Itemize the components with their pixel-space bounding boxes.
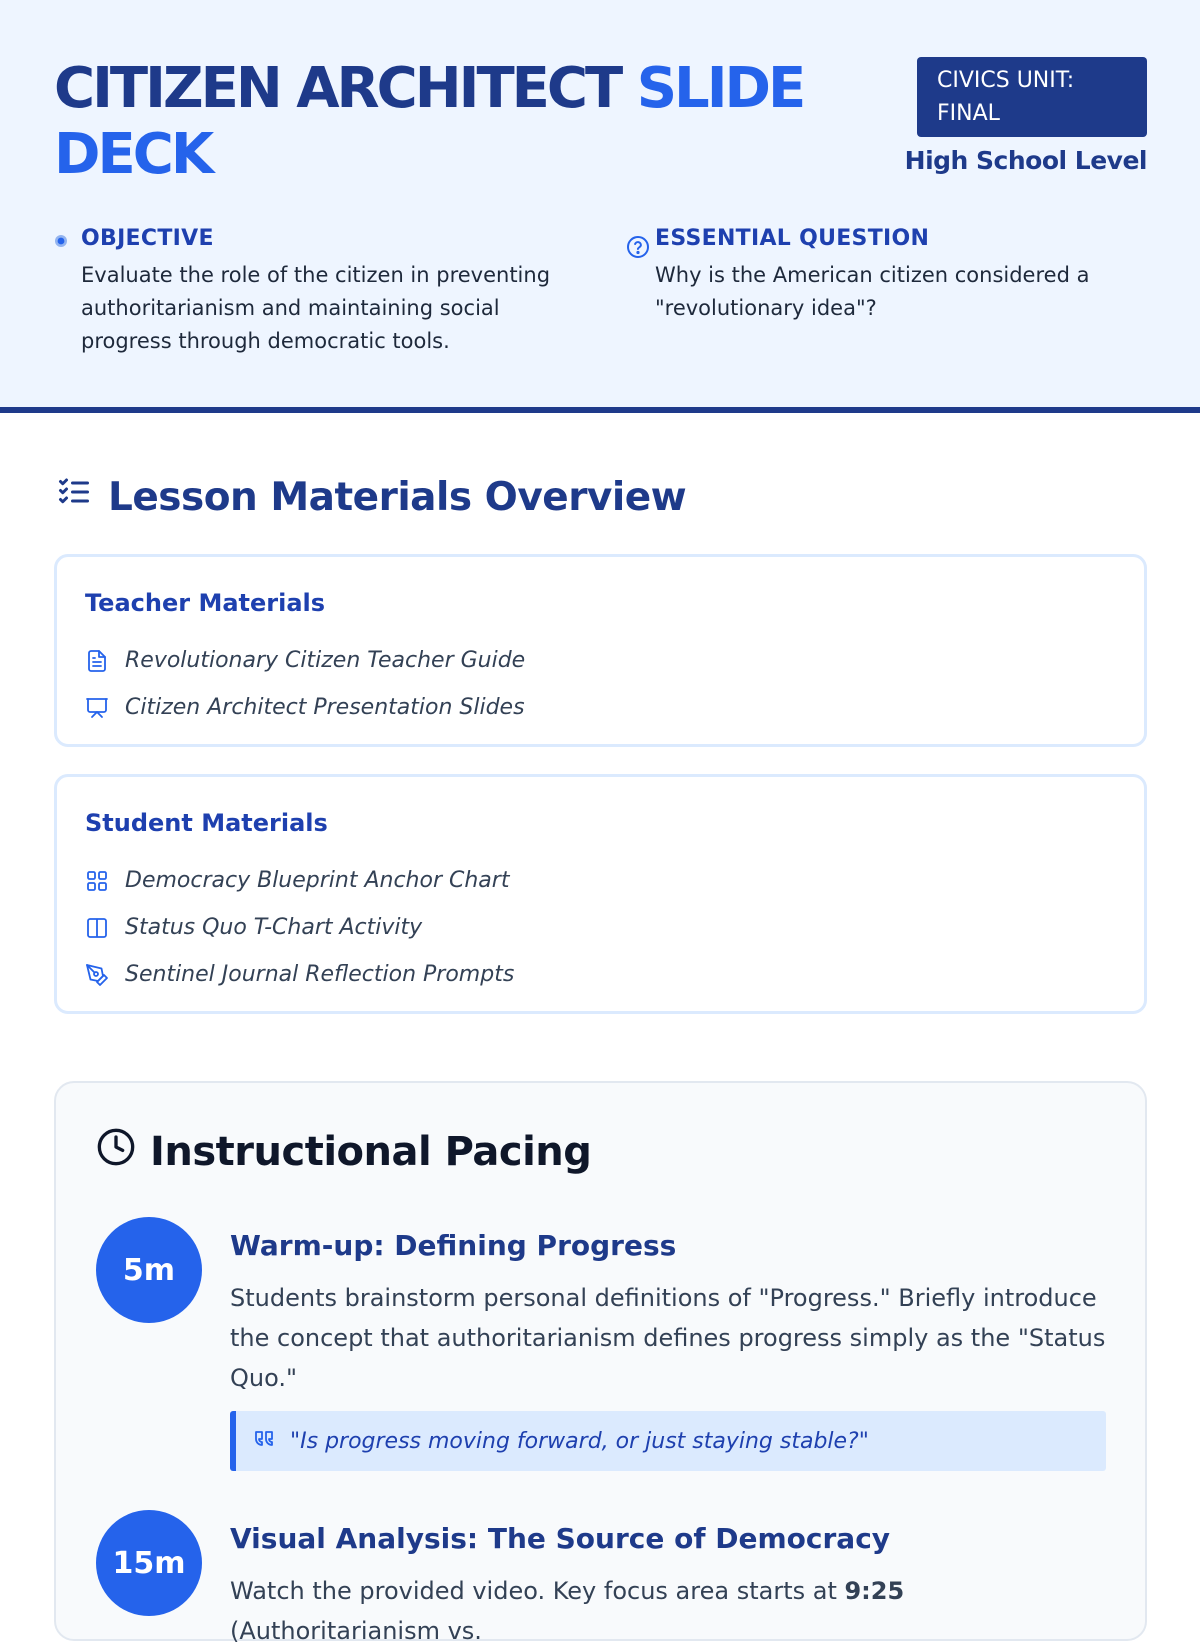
list-item[interactable] — [85, 684, 525, 731]
header-banner — [0, 0, 1200, 413]
pacing-title: Instructional Pacing — [150, 1129, 592, 1175]
columns-icon — [85, 916, 125, 940]
materials-title: Lesson Materials Overview — [108, 474, 687, 520]
clock-icon — [96, 1127, 136, 1177]
title-accent: SLIDE DECK — [54, 56, 804, 187]
essential-question-text: Why is the American citizen considered a "revolutionary idea"? — [655, 263, 1090, 320]
material-label: Revolutionary Citizen Teacher Guide — [125, 648, 526, 673]
student-materials-card — [54, 774, 1147, 1014]
list-item[interactable] — [85, 637, 525, 684]
teacher-materials-title: Teacher Materials — [85, 589, 326, 617]
material-label: Sentinel Journal Reflection Prompts — [125, 962, 515, 987]
quote-text: "Is progress moving forward, or just staying stable?" — [290, 1428, 869, 1454]
document-icon — [85, 649, 125, 673]
material-label: Citizen Architect Presentation Slides — [125, 695, 525, 720]
pacing-heading — [96, 1127, 591, 1177]
quote-icon — [252, 1427, 276, 1456]
grid-icon — [85, 869, 125, 893]
presentation-icon — [85, 696, 125, 720]
step-text: Watch the provided video. Key focus area starts at — [230, 1577, 845, 1605]
list-item[interactable] — [85, 857, 514, 904]
step-title: Warm-up: Defining Progress — [230, 1229, 677, 1262]
step-text-cont: (Authoritarianism vs. — [230, 1617, 482, 1645]
duration-badge: 5m — [96, 1217, 202, 1323]
student-materials-title: Student Materials — [85, 809, 328, 837]
materials-heading — [56, 474, 686, 520]
teacher-materials-list — [85, 637, 525, 731]
step-description — [230, 1571, 1106, 1651]
dot-icon — [54, 234, 68, 253]
list-item[interactable] — [85, 904, 514, 951]
checklist-icon — [56, 474, 92, 520]
level-label: High School Level — [904, 146, 1147, 175]
step-title: Visual Analysis: The Source of Democracy — [230, 1522, 891, 1555]
title-main: CITIZEN ARCHITECT — [54, 56, 637, 121]
step-description: Students brainstorm personal definitions of "Progress." Briefly introduce the concept that authoritarianism defines progress simply as the "Status Quo." — [230, 1284, 1106, 1392]
material-label: Democracy Blueprint Anchor Chart — [125, 868, 510, 893]
question-circle-icon — [626, 235, 650, 264]
list-item[interactable] — [85, 951, 514, 998]
unit-badge: CIVICS UNIT: FINAL — [917, 57, 1147, 137]
page-title — [54, 56, 874, 188]
pen-icon — [85, 963, 125, 987]
student-materials-list — [85, 857, 514, 998]
teacher-materials-card — [54, 554, 1147, 747]
pacing-panel — [54, 1081, 1147, 1645]
objective-label: OBJECTIVE — [81, 226, 214, 251]
material-label: Status Quo T-Chart Activity — [125, 915, 423, 940]
duration-badge: 15m — [96, 1510, 202, 1616]
essential-question-label: ESSENTIAL QUESTION — [655, 226, 930, 251]
timestamp: 9:25 — [844, 1577, 905, 1605]
objective-text: Evaluate the role of the citizen in preventing authoritarianism and maintaining social progress through democratic tools. — [81, 263, 551, 353]
quote-callout — [230, 1411, 1106, 1471]
